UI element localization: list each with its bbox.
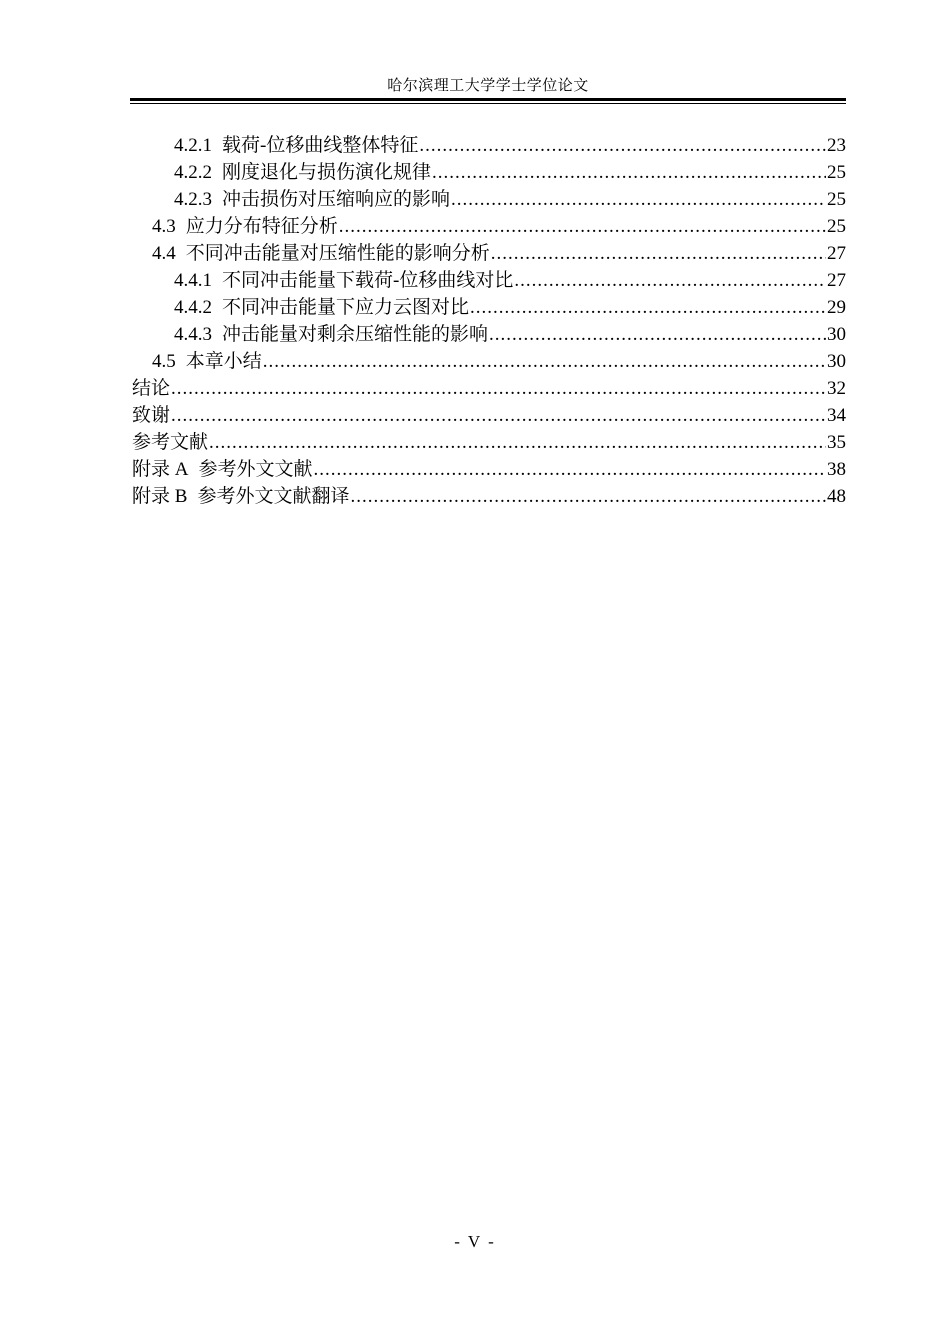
- toc-entry-4-4-3[interactable]: [130, 321, 846, 348]
- toc-entry-appendix-b[interactable]: [130, 483, 846, 510]
- toc-entry-page: 23: [827, 135, 846, 156]
- toc-entry-title: 冲击损伤对压缩响应的影响: [222, 189, 451, 210]
- toc-entry-4-5[interactable]: [130, 348, 846, 375]
- toc-entry-4-4[interactable]: [130, 240, 846, 267]
- toc-leader-dots: [314, 456, 827, 483]
- toc-entry-acknowledgements[interactable]: [130, 402, 846, 429]
- toc-entry-number: 4.4: [152, 243, 176, 264]
- toc-entry-title: 不同冲击能量下载荷-位移曲线对比: [222, 270, 514, 291]
- toc-entry-title: 刚度退化与损伤演化规律: [222, 162, 432, 183]
- toc-entry-4-4-2[interactable]: [130, 294, 846, 321]
- toc-entry-number: 附录 B: [132, 486, 188, 507]
- toc-leader-dots: [432, 159, 826, 186]
- toc-entry-number: 4.4.1: [174, 270, 212, 291]
- toc-entry-title: 参考外文文献: [198, 459, 313, 480]
- toc-entry-number: 4.2.3: [174, 189, 212, 210]
- toc-entry-page: 25: [827, 189, 846, 210]
- toc-entry-page: 35: [827, 432, 846, 453]
- toc-entry-page: 27: [827, 270, 846, 291]
- toc-entry-4-2-1[interactable]: [130, 132, 846, 159]
- toc-leader-dots: [209, 429, 826, 456]
- toc-entry-number: 4.4.2: [174, 297, 212, 318]
- toc-entry-title: 不同冲击能量对压缩性能的影响分析: [185, 243, 490, 264]
- table-of-contents: [130, 132, 846, 510]
- toc-entry-4-3[interactable]: [130, 213, 846, 240]
- toc-entry-number: 附录 A: [132, 459, 189, 480]
- toc-entry-title: 结论: [132, 378, 171, 399]
- toc-leader-dots: [171, 402, 826, 429]
- page-header: 哈尔滨理工大学学士学位论文: [387, 78, 589, 94]
- toc-entry-title: 不同冲击能量下应力云图对比: [222, 297, 470, 318]
- toc-leader-dots: [350, 483, 826, 510]
- toc-entry-number: 4.2.2: [174, 162, 212, 183]
- toc-entry-page: 25: [827, 216, 846, 237]
- header-rule-thick: [130, 98, 846, 101]
- toc-entry-page: 32: [827, 378, 846, 399]
- toc-entry-title: 致谢: [132, 405, 171, 426]
- toc-entry-number: 4.3: [152, 216, 176, 237]
- toc-leader-dots: [514, 267, 826, 294]
- toc-entry-page: 38: [827, 459, 846, 480]
- toc-entry-page: 27: [827, 243, 846, 264]
- toc-entry-title: 载荷-位移曲线整体特征: [222, 135, 419, 156]
- toc-entry-page: 29: [827, 297, 846, 318]
- toc-entry-title: 应力分布特征分析: [185, 216, 338, 237]
- toc-entry-conclusion[interactable]: [130, 375, 846, 402]
- toc-entry-4-4-1[interactable]: [130, 267, 846, 294]
- toc-entry-page: 48: [827, 486, 846, 507]
- toc-leader-dots: [451, 186, 826, 213]
- toc-leader-dots: [470, 294, 826, 321]
- page-number: - V -: [454, 1232, 496, 1251]
- toc-entry-number: 4.5: [152, 351, 176, 372]
- toc-entry-title: 本章小结: [185, 351, 262, 372]
- toc-entry-number: 4.4.3: [174, 324, 212, 345]
- toc-entry-references[interactable]: [130, 429, 846, 456]
- toc-entry-title: 冲击能量对剩余压缩性能的影响: [222, 324, 489, 345]
- toc-entry-4-2-3[interactable]: [130, 186, 846, 213]
- toc-entry-appendix-a[interactable]: [130, 456, 846, 483]
- toc-leader-dots: [263, 348, 826, 375]
- toc-leader-dots: [489, 321, 826, 348]
- toc-entry-number: 4.2.1: [174, 135, 212, 156]
- toc-leader-dots: [339, 213, 826, 240]
- toc-leader-dots: [171, 375, 826, 402]
- toc-entry-page: 30: [827, 324, 846, 345]
- toc-entry-4-2-2[interactable]: [130, 159, 846, 186]
- toc-entry-title: 参考文献: [132, 432, 209, 453]
- toc-entry-page: 30: [827, 351, 846, 372]
- toc-entry-page: 25: [827, 162, 846, 183]
- toc-leader-dots: [491, 240, 826, 267]
- toc-entry-page: 34: [827, 405, 846, 426]
- toc-leader-dots: [419, 132, 826, 159]
- toc-entry-title: 参考外文文献翻译: [197, 486, 350, 507]
- header-rule-thin: [130, 103, 846, 104]
